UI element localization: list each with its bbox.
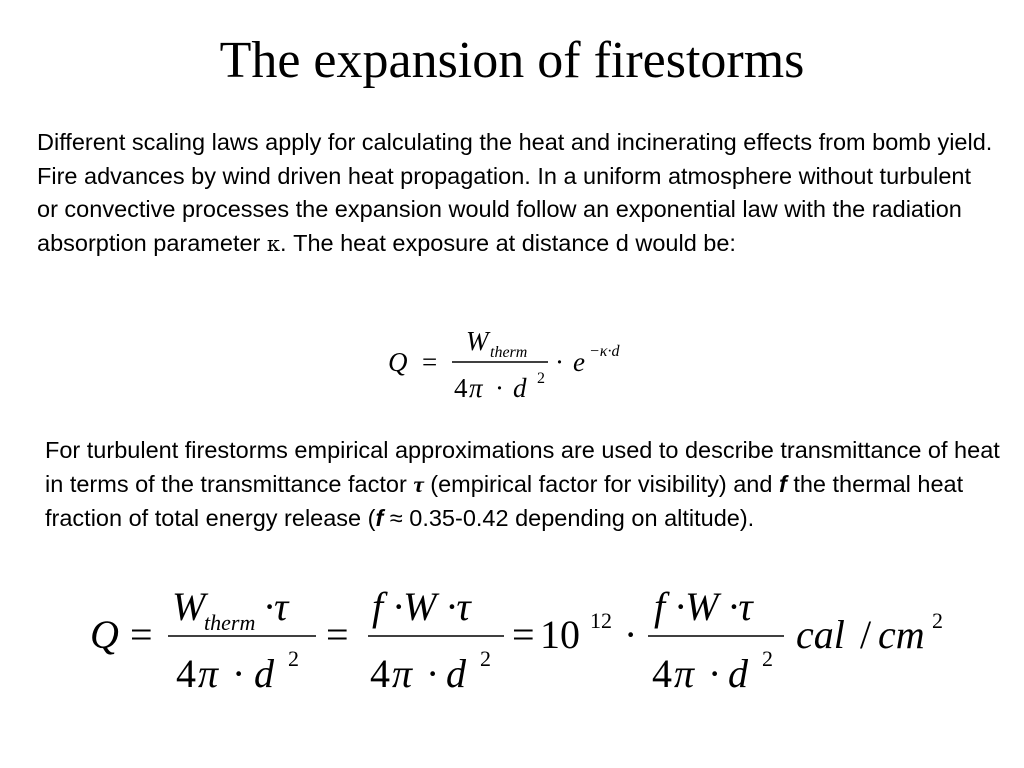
eq2-frac2-den-pi: π xyxy=(392,651,413,696)
eq1-equals: = xyxy=(422,347,438,377)
eq2-equals-2: = xyxy=(326,612,349,657)
eq1-dot: · xyxy=(555,347,564,377)
eq2-frac3-den-dot: · xyxy=(708,651,722,696)
eq2-frac3-numerator: f ·W ·τ xyxy=(654,584,753,629)
intro-paragraph xyxy=(37,126,997,261)
kappa-symbol: κ xyxy=(266,231,281,256)
eq1-den-4: 4 xyxy=(454,373,468,403)
firestorm-equation xyxy=(80,584,980,700)
eq2-frac3-den-pi: π xyxy=(674,651,695,696)
eq2-mult-dot: · xyxy=(624,612,638,657)
eq2-unit-cm: cm xyxy=(878,612,925,657)
turbulent-text-d: ≈ 0.35-0.42 depending on altitude). xyxy=(383,505,755,531)
eq2-frac3-den-d: d xyxy=(728,651,748,696)
eq2-unit-exp: 2 xyxy=(932,608,943,633)
eq1-base-e: e xyxy=(573,347,585,377)
f-symbol: f xyxy=(778,470,787,497)
eq2-frac1-den-dot: · xyxy=(232,651,246,696)
eq2-frac1-den-pi: π xyxy=(198,651,219,696)
eq1-numerator-subscript: therm xyxy=(490,344,528,361)
eq2-ten-exp: 12 xyxy=(590,608,612,633)
eq2-frac2-den-4: 4 xyxy=(370,651,390,696)
turbulent-text-a: For turbulent firestorms empirical approximations are used to describe transmittance of heat in terms of the transmittance factor xyxy=(45,437,1000,497)
eq2-frac3-den-4: 4 xyxy=(652,651,672,696)
intro-text-start: Different scaling laws apply for calculating the heat and incinerating effects from bomb yield. Fire advances by wind driven heat propagation. In a uniform atmosphere without turbulent or convective processes the expansion would follow an exponential law with the radiation absorption parameter xyxy=(37,129,993,256)
eq2-ten: 10 xyxy=(540,612,580,657)
eq2-frac1-subscript: therm xyxy=(204,610,256,635)
eq1-den-exp: 2 xyxy=(537,370,545,387)
eq1-den-d: d xyxy=(513,373,527,403)
eq2-frac2-den-d: d xyxy=(446,651,466,696)
slide-title: The expansion of firestorms xyxy=(219,32,805,89)
eq1-den-pi: π xyxy=(469,373,483,403)
eq2-frac1-den-exp: 2 xyxy=(288,646,299,671)
eq2-frac3-den-exp: 2 xyxy=(762,646,773,671)
eq2-frac2-den-exp: 2 xyxy=(480,646,491,671)
eq1-lhs-Q: Q xyxy=(388,347,408,377)
eq1-exponent: −κ·d xyxy=(589,343,620,360)
eq2-frac2-den-dot: · xyxy=(426,651,440,696)
eq2-unit-slash: / xyxy=(860,612,872,657)
eq2-equals-3: = xyxy=(512,612,535,657)
eq2-unit-cal: cal xyxy=(796,612,845,657)
eq1-numerator-W: W xyxy=(466,326,489,356)
eq2-equals-1: = xyxy=(130,612,153,657)
intro-text-end: . The heat exposure at distance d would be: xyxy=(280,229,736,256)
tau-symbol: τ xyxy=(413,471,424,498)
turbulent-text-c: the thermal heat fraction of total energy release ( xyxy=(45,470,964,531)
heat-exposure-equation xyxy=(380,318,670,414)
eq2-frac1-tail: ·τ xyxy=(264,584,289,629)
eq2-lhs-Q: Q xyxy=(90,612,119,657)
eq1-den-dot: · xyxy=(495,373,504,403)
eq2-frac1-den-4: 4 xyxy=(176,651,196,696)
eq2-frac1-den-d: d xyxy=(254,651,274,696)
f-symbol-2: f xyxy=(375,505,384,531)
eq2-frac2-numerator: f ·W ·τ xyxy=(372,584,471,629)
turbulent-text-b: (empirical factor for visibility) and xyxy=(423,470,779,497)
eq2-frac1-W: W xyxy=(172,584,206,629)
turbulent-paragraph xyxy=(45,434,1005,536)
